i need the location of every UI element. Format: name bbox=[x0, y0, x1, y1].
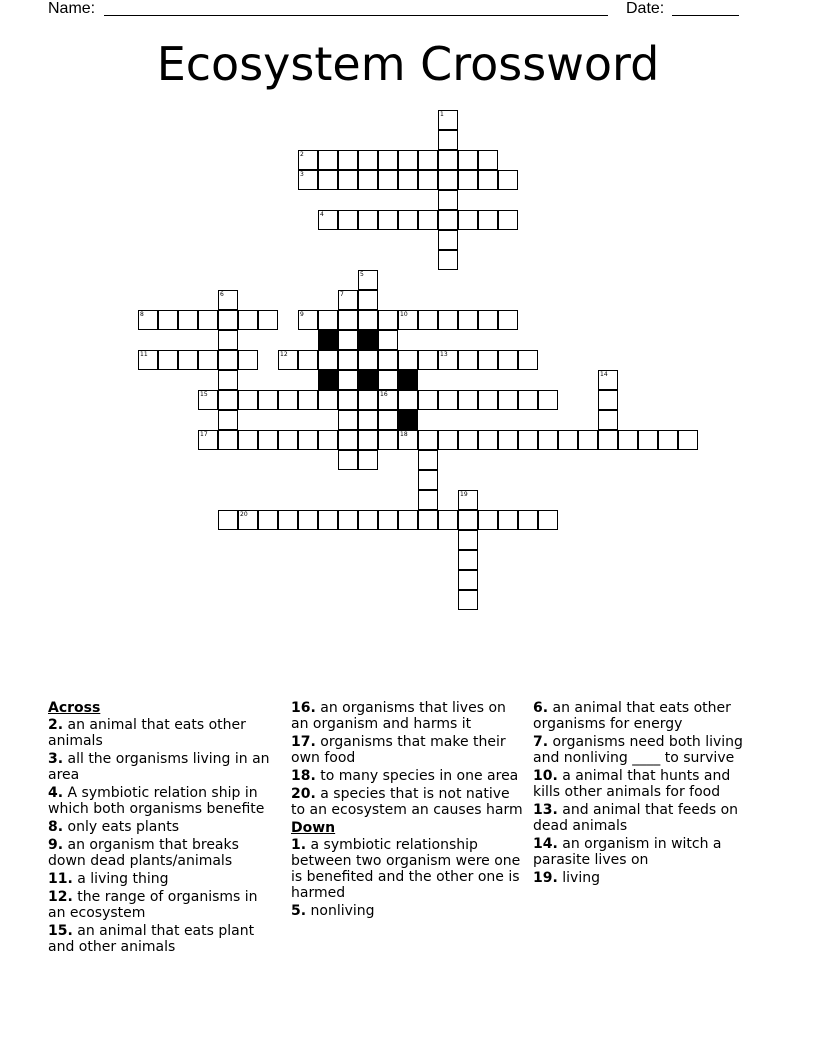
crossword-cell[interactable] bbox=[318, 310, 338, 330]
crossword-cell[interactable] bbox=[298, 310, 318, 330]
blocked-cell bbox=[318, 370, 338, 390]
crossword-cell[interactable] bbox=[418, 430, 438, 450]
clue-number: 3 bbox=[300, 171, 304, 178]
crossword-cell[interactable] bbox=[238, 350, 258, 370]
crossword-cell[interactable] bbox=[338, 390, 358, 410]
crossword-cell[interactable] bbox=[478, 430, 498, 450]
crossword-cell[interactable] bbox=[538, 390, 558, 410]
clue-number: 18 bbox=[400, 431, 408, 438]
crossword-cell[interactable] bbox=[438, 130, 458, 150]
crossword-cell[interactable] bbox=[598, 430, 618, 450]
crossword-cell[interactable] bbox=[178, 350, 198, 370]
crossword-cell[interactable] bbox=[418, 170, 438, 190]
down-heading: Down bbox=[291, 820, 336, 836]
crossword-cell[interactable] bbox=[358, 170, 378, 190]
crossword-cell[interactable] bbox=[478, 210, 498, 230]
page-title: Ecosystem Crossword bbox=[156, 37, 660, 91]
clue-number-label: 17. bbox=[291, 734, 316, 750]
crossword-cell[interactable] bbox=[258, 390, 278, 410]
crossword-cell[interactable] bbox=[338, 170, 358, 190]
down-clue-list-2 bbox=[533, 700, 748, 886]
clue-number-label: 8. bbox=[48, 819, 64, 835]
clue-number: 2 bbox=[300, 151, 304, 158]
crossword-cell[interactable] bbox=[518, 390, 538, 410]
clue-number: 17 bbox=[200, 431, 208, 438]
crossword-cell[interactable] bbox=[538, 430, 558, 450]
across-heading: Across bbox=[48, 700, 101, 716]
clue-number: 14 bbox=[600, 371, 608, 378]
crossword-cell[interactable] bbox=[398, 150, 418, 170]
crossword-cell[interactable] bbox=[378, 410, 398, 430]
clue-item bbox=[291, 734, 526, 766]
clue-number-label: 5. bbox=[291, 903, 307, 919]
crossword-cell[interactable] bbox=[478, 310, 498, 330]
crossword-cell[interactable] bbox=[438, 230, 458, 250]
crossword-cell[interactable] bbox=[378, 350, 398, 370]
clue-item bbox=[48, 785, 273, 817]
clue-item bbox=[533, 734, 748, 766]
crossword-cell[interactable] bbox=[418, 310, 438, 330]
clue-item bbox=[291, 837, 526, 901]
clue-text: organisms that make their own food bbox=[291, 734, 506, 766]
clue-number-label: 6. bbox=[533, 700, 549, 716]
clue-item bbox=[533, 870, 748, 886]
crossword-cell[interactable] bbox=[158, 350, 178, 370]
crossword-cell[interactable] bbox=[178, 310, 198, 330]
crossword-cell[interactable] bbox=[438, 430, 458, 450]
crossword-cell[interactable] bbox=[138, 310, 158, 330]
clue-number-label: 18. bbox=[291, 768, 316, 784]
crossword-cell[interactable] bbox=[478, 390, 498, 410]
clue-text: living bbox=[557, 870, 600, 886]
crossword-cell[interactable] bbox=[458, 310, 478, 330]
clue-item bbox=[291, 786, 526, 818]
crossword-cell[interactable] bbox=[358, 410, 378, 430]
crossword-cell[interactable] bbox=[298, 350, 318, 370]
crossword-cell[interactable] bbox=[458, 530, 478, 550]
crossword-cell[interactable] bbox=[338, 430, 358, 450]
clue-number-label: 14. bbox=[533, 836, 558, 852]
crossword-cell[interactable] bbox=[398, 390, 418, 410]
crossword-cell[interactable] bbox=[298, 150, 318, 170]
crossword-cell[interactable] bbox=[378, 330, 398, 350]
blocked-cell bbox=[358, 370, 378, 390]
crossword-cell[interactable] bbox=[318, 170, 338, 190]
crossword-cell[interactable] bbox=[418, 210, 438, 230]
crossword-cell[interactable] bbox=[358, 290, 378, 310]
crossword-cell[interactable] bbox=[398, 210, 418, 230]
clue-text: an organism that breaks down dead plants/animals bbox=[48, 837, 239, 869]
clue-number: 20 bbox=[240, 511, 248, 518]
crossword-cell[interactable] bbox=[438, 110, 458, 130]
crossword-cell[interactable] bbox=[378, 310, 398, 330]
crossword-cell[interactable] bbox=[618, 430, 638, 450]
crossword-cell[interactable] bbox=[338, 410, 358, 430]
crossword-cell[interactable] bbox=[158, 310, 178, 330]
crossword-cell[interactable] bbox=[378, 150, 398, 170]
crossword-cell[interactable] bbox=[378, 210, 398, 230]
crossword-cell[interactable] bbox=[438, 190, 458, 210]
crossword-cell[interactable] bbox=[298, 430, 318, 450]
clue-number: 15 bbox=[200, 391, 208, 398]
crossword-cell[interactable] bbox=[338, 210, 358, 230]
blocked-cell bbox=[398, 410, 418, 430]
crossword-cell[interactable] bbox=[358, 430, 378, 450]
crossword-cell[interactable] bbox=[438, 310, 458, 330]
clues-column-2 bbox=[291, 700, 526, 921]
clue-number: 13 bbox=[440, 351, 448, 358]
down-clue-list-1 bbox=[291, 837, 526, 919]
crossword-cell[interactable] bbox=[498, 430, 518, 450]
crossword-cell[interactable] bbox=[498, 310, 518, 330]
crossword-cell[interactable] bbox=[458, 390, 478, 410]
crossword-cell[interactable] bbox=[458, 350, 478, 370]
clue-text: a animal that hunts and kills other animals for food bbox=[533, 768, 731, 800]
clue-item bbox=[533, 802, 748, 834]
crossword-cell[interactable] bbox=[458, 210, 478, 230]
crossword-cell[interactable] bbox=[338, 510, 358, 530]
crossword-cell[interactable] bbox=[358, 510, 378, 530]
crossword-cell[interactable] bbox=[438, 210, 458, 230]
clue-item bbox=[48, 889, 273, 921]
clue-number: 12 bbox=[280, 351, 288, 358]
crossword-cell[interactable] bbox=[458, 150, 478, 170]
clue-item bbox=[48, 819, 273, 835]
crossword-cell[interactable] bbox=[238, 390, 258, 410]
crossword-cell[interactable] bbox=[298, 170, 318, 190]
clue-number-label: 2. bbox=[48, 717, 64, 733]
crossword-cell[interactable] bbox=[578, 430, 598, 450]
clue-text: a symbiotic relationship between two organism were one is benefited and the other one is harmed bbox=[291, 837, 521, 901]
crossword-cell[interactable] bbox=[318, 430, 338, 450]
clue-text: an organism in witch a parasite lives on bbox=[533, 836, 722, 868]
crossword-cell[interactable] bbox=[658, 430, 678, 450]
clue-number-label: 20. bbox=[291, 786, 316, 802]
crossword-cell[interactable] bbox=[378, 430, 398, 450]
clue-number-label: 4. bbox=[48, 785, 64, 801]
crossword-cell[interactable] bbox=[338, 310, 358, 330]
crossword-cell[interactable] bbox=[498, 390, 518, 410]
crossword-cell[interactable] bbox=[418, 450, 438, 470]
clue-item bbox=[291, 700, 526, 732]
crossword-cell[interactable] bbox=[238, 510, 258, 530]
clue-number: 19 bbox=[460, 491, 468, 498]
crossword-cell[interactable] bbox=[338, 350, 358, 370]
crossword-cell[interactable] bbox=[498, 510, 518, 530]
crossword-cell[interactable] bbox=[218, 310, 238, 330]
crossword-cell[interactable] bbox=[278, 430, 298, 450]
crossword-cell[interactable] bbox=[218, 370, 238, 390]
crossword-cell[interactable] bbox=[198, 430, 218, 450]
crossword-cell[interactable] bbox=[598, 390, 618, 410]
crossword-cell[interactable] bbox=[378, 390, 398, 410]
crossword-cell[interactable] bbox=[198, 390, 218, 410]
crossword-cell[interactable] bbox=[218, 350, 238, 370]
crossword-cell[interactable] bbox=[418, 470, 438, 490]
crossword-cell[interactable] bbox=[398, 350, 418, 370]
crossword-cell[interactable] bbox=[238, 310, 258, 330]
crossword-cell[interactable] bbox=[398, 510, 418, 530]
clue-item bbox=[533, 836, 748, 868]
crossword-cell[interactable] bbox=[318, 510, 338, 530]
crossword-cell[interactable] bbox=[218, 430, 238, 450]
clue-number-label: 15. bbox=[48, 923, 73, 939]
crossword-cell[interactable] bbox=[318, 150, 338, 170]
clue-text: organisms need both living and nonliving ____ to survive bbox=[533, 734, 743, 766]
clue-text: and animal that feeds on dead animals bbox=[533, 802, 739, 834]
crossword-cell[interactable] bbox=[218, 510, 238, 530]
crossword-cell[interactable] bbox=[338, 290, 358, 310]
crossword-cell[interactable] bbox=[378, 370, 398, 390]
blocked-cell bbox=[398, 370, 418, 390]
crossword-cell[interactable] bbox=[478, 510, 498, 530]
clues-column-1 bbox=[48, 700, 273, 957]
crossword-cell[interactable] bbox=[338, 330, 358, 350]
crossword-cell[interactable] bbox=[438, 390, 458, 410]
blocked-cell bbox=[318, 330, 338, 350]
crossword-cell[interactable] bbox=[458, 510, 478, 530]
crossword-cell[interactable] bbox=[638, 430, 658, 450]
clue-item bbox=[48, 837, 273, 869]
crossword-cell[interactable] bbox=[278, 350, 298, 370]
crossword-cell[interactable] bbox=[458, 570, 478, 590]
crossword-cell[interactable] bbox=[538, 510, 558, 530]
clue-number: 11 bbox=[140, 351, 148, 358]
crossword-cell[interactable] bbox=[298, 510, 318, 530]
crossword-cell[interactable] bbox=[198, 350, 218, 370]
crossword-cell[interactable] bbox=[418, 490, 438, 510]
crossword-cell[interactable] bbox=[478, 150, 498, 170]
crossword-cell[interactable] bbox=[438, 350, 458, 370]
crossword-cell[interactable] bbox=[458, 170, 478, 190]
clue-text: the range of organisms in an ecosystem bbox=[48, 889, 258, 921]
crossword-cell[interactable] bbox=[398, 310, 418, 330]
clue-number: 1 bbox=[440, 111, 444, 118]
clue-item bbox=[48, 717, 273, 749]
clue-number-label: 9. bbox=[48, 837, 64, 853]
across-clue-list-2 bbox=[291, 700, 526, 818]
crossword-cell[interactable] bbox=[438, 170, 458, 190]
clue-number-label: 19. bbox=[533, 870, 558, 886]
crossword-cell[interactable] bbox=[398, 170, 418, 190]
clue-number: 10 bbox=[400, 311, 408, 318]
crossword-cell[interactable] bbox=[318, 390, 338, 410]
crossword-cell[interactable] bbox=[458, 490, 478, 510]
crossword-cell[interactable] bbox=[438, 150, 458, 170]
crossword-cell[interactable] bbox=[358, 450, 378, 470]
crossword-cell[interactable] bbox=[438, 250, 458, 270]
crossword-cell[interactable] bbox=[458, 590, 478, 610]
crossword-cell[interactable] bbox=[478, 350, 498, 370]
crossword-cell[interactable] bbox=[358, 310, 378, 330]
crossword-cell[interactable] bbox=[478, 170, 498, 190]
crossword-cell[interactable] bbox=[338, 450, 358, 470]
crossword-cell[interactable] bbox=[358, 350, 378, 370]
crossword-cell[interactable] bbox=[498, 210, 518, 230]
crossword-cell[interactable] bbox=[498, 170, 518, 190]
clue-text: only eats plants bbox=[63, 819, 180, 835]
crossword-cell[interactable] bbox=[378, 170, 398, 190]
crossword-cell[interactable] bbox=[678, 430, 698, 450]
crossword-cell[interactable] bbox=[598, 410, 618, 430]
crossword-cell[interactable] bbox=[558, 430, 578, 450]
crossword-cell[interactable] bbox=[338, 150, 358, 170]
name-label: Name: bbox=[48, 0, 96, 17]
clue-number-label: 12. bbox=[48, 889, 73, 905]
clue-item bbox=[48, 871, 273, 887]
clue-item bbox=[291, 903, 526, 919]
clue-number: 8 bbox=[140, 311, 144, 318]
crossword-cell[interactable] bbox=[298, 390, 318, 410]
clue-item bbox=[533, 700, 748, 732]
clue-number: 5 bbox=[360, 271, 364, 278]
crossword-cell[interactable] bbox=[318, 210, 338, 230]
crossword-cell[interactable] bbox=[258, 310, 278, 330]
clue-item bbox=[533, 768, 748, 800]
clue-item bbox=[48, 751, 273, 783]
clue-number-label: 1. bbox=[291, 837, 307, 853]
clue-number-label: 10. bbox=[533, 768, 558, 784]
clue-text: an animal that eats other animals bbox=[48, 717, 246, 749]
clue-number-label: 16. bbox=[291, 700, 316, 716]
crossword-cell[interactable] bbox=[438, 510, 458, 530]
clue-number-label: 7. bbox=[533, 734, 549, 750]
crossword-cell[interactable] bbox=[358, 210, 378, 230]
crossword-cell[interactable] bbox=[218, 410, 238, 430]
clue-number: 4 bbox=[320, 211, 324, 218]
crossword-cell[interactable] bbox=[518, 350, 538, 370]
crossword-cell[interactable] bbox=[258, 510, 278, 530]
clue-text: A symbiotic relation ship in which both organisms benefite bbox=[48, 785, 265, 817]
crossword-cell[interactable] bbox=[318, 350, 338, 370]
clue-number: 7 bbox=[340, 291, 344, 298]
crossword-cell[interactable] bbox=[358, 150, 378, 170]
blocked-cell bbox=[358, 330, 378, 350]
crossword-cell[interactable] bbox=[358, 390, 378, 410]
date-label: Date: bbox=[626, 0, 665, 17]
crossword-cell[interactable] bbox=[338, 370, 358, 390]
clue-number-label: 11. bbox=[48, 871, 73, 887]
clue-text: all the organisms living in an area bbox=[48, 751, 270, 783]
crossword-cell[interactable] bbox=[458, 550, 478, 570]
clue-item bbox=[48, 923, 273, 955]
clue-text: a species that is not native to an ecosystem an causes harm bbox=[291, 786, 523, 818]
clue-number: 6 bbox=[220, 291, 224, 298]
crossword-cell[interactable] bbox=[278, 510, 298, 530]
crossword-cell[interactable] bbox=[518, 430, 538, 450]
clue-item bbox=[291, 768, 526, 784]
clue-number: 16 bbox=[380, 391, 388, 398]
crossword-cell[interactable] bbox=[498, 350, 518, 370]
crossword-cell[interactable] bbox=[398, 430, 418, 450]
crossword-cell[interactable] bbox=[378, 510, 398, 530]
clue-text: to many species in one area bbox=[315, 768, 519, 784]
clue-text: a living thing bbox=[72, 871, 169, 887]
clue-text: an organisms that lives on an organism and harms it bbox=[291, 700, 506, 732]
clue-text: an animal that eats other organisms for energy bbox=[533, 700, 731, 732]
crossword-cell[interactable] bbox=[598, 370, 618, 390]
crossword-cell[interactable] bbox=[358, 270, 378, 290]
crossword-cell[interactable] bbox=[418, 150, 438, 170]
crossword-cell[interactable] bbox=[418, 390, 438, 410]
clue-number: 9 bbox=[300, 311, 304, 318]
crossword-cell[interactable] bbox=[138, 350, 158, 370]
across-clue-list-1 bbox=[48, 717, 273, 955]
crossword-cell[interactable] bbox=[218, 390, 238, 410]
crossword-cell[interactable] bbox=[198, 310, 218, 330]
crossword-cell[interactable] bbox=[518, 510, 538, 530]
crossword-cell[interactable] bbox=[218, 290, 238, 310]
clues-column-3 bbox=[533, 700, 748, 888]
crossword-cell[interactable] bbox=[238, 430, 258, 450]
clue-text: an animal that eats plant and other animals bbox=[48, 923, 255, 955]
clue-text: nonliving bbox=[306, 903, 375, 919]
crossword-cell[interactable] bbox=[278, 390, 298, 410]
crossword-cell[interactable] bbox=[218, 330, 238, 350]
crossword-cell[interactable] bbox=[418, 510, 438, 530]
crossword-cell[interactable] bbox=[258, 430, 278, 450]
clue-number-label: 13. bbox=[533, 802, 558, 818]
crossword-cell[interactable] bbox=[458, 430, 478, 450]
crossword-cell[interactable] bbox=[418, 350, 438, 370]
clue-number-label: 3. bbox=[48, 751, 64, 767]
